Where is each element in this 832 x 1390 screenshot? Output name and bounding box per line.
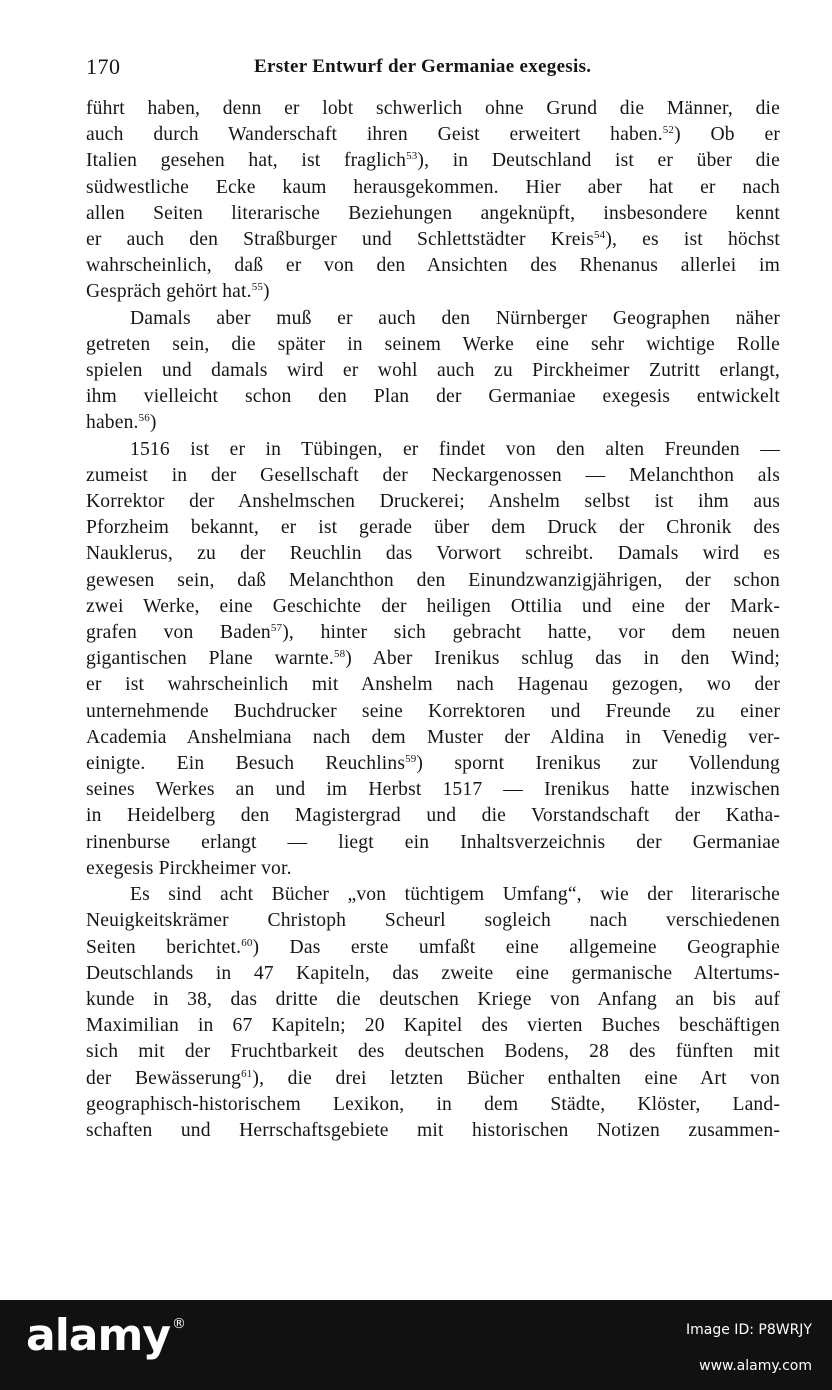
- text-line: Korrektor der Anshelmschen Druckerei; Anshelm selbst ist ihm aus: [86, 491, 780, 513]
- text-line: einigte. Ein Besuch Reuchlins$^{59}$) spornt Irenikus zur Vollendung: [86, 753, 780, 775]
- text-line: zumeist in der Gesellschaft der Neckargenossen — Melanchthon als: [86, 464, 780, 486]
- text-line: er ist wahrscheinlich mit Anshelm nach Hagenau gezogen, wo der: [86, 674, 780, 696]
- text-line: südwestliche Ecke kaum herausgekommen. Hier aber hat er nach: [86, 176, 780, 198]
- text-line: er auch den Straßburger und Schlettstädter Kreis$^{54}$), es ist höchst: [86, 229, 780, 251]
- image-id-label: Image ID: P8WRJY: [686, 1322, 812, 1338]
- text-line: 1516 ist er in Tübingen, er findet von den alten Freunden —: [130, 438, 780, 460]
- watermark-band: [0, 1300, 832, 1390]
- text-line: gigantischen Plane warnte.$^{58}$) Aber Irenikus schlug das in den Wind;: [86, 648, 780, 670]
- text-line: gewesen sein, daß Melanchthon den Einundzwanzigjährigen, der schon: [86, 569, 780, 591]
- text-line: auch durch Wanderschaft ihren Geist erweitert haben.$^{52}$) Ob er: [86, 124, 780, 146]
- body-text: [86, 96, 780, 1144]
- footnote-ref: 57: [270, 622, 283, 635]
- page-number: 170: [86, 54, 121, 79]
- text-line: rinenburse erlangt — liegt ein Inhaltsverzeichnis der Germaniae: [86, 831, 780, 853]
- footnote-ref: 55: [251, 281, 263, 294]
- text-line: exegesis Pirckheimer vor.: [86, 857, 292, 879]
- text-line: grafen von Baden$^{57}$), hinter sich gebracht hatte, vor dem neuen: [86, 622, 780, 644]
- text-line: Pforzheim bekannt, er ist gerade über dem Druck der Chronik des: [86, 517, 780, 539]
- text-line: in Heidelberg den Magistergrad und die Vorstandschaft der Katha-: [86, 805, 780, 827]
- footnote-ref: 59: [405, 753, 417, 766]
- text-line: Seiten berichtet.$^{60}$) Das erste umfaßt eine allgemeine Geographie: [86, 936, 780, 958]
- text-line: zwei Werke, eine Geschichte der heiligen Ottilia und eine der Mark-: [86, 595, 780, 617]
- text-line: spielen und damals wird er wohl auch zu Pirckheimer Zutritt erlangt,: [86, 360, 780, 382]
- text-line: ihm vielleicht schon den Plan der Germaniae exegesis entwickelt: [86, 386, 780, 408]
- text-line: schaften und Herrschaftsgebiete mit historischen Notizen zusammen-: [86, 1119, 780, 1141]
- running-title: Erster Entwurf der Germaniae exegesis.: [254, 56, 592, 77]
- text-line: Academia Anshelmiana nach dem Muster der Aldina in Venedig ver-: [86, 726, 780, 748]
- text-line: Es sind acht Bücher „von tüchtigem Umfang“, wie der literarische: [130, 884, 780, 906]
- alamy-logo: alamy ®: [26, 1310, 185, 1361]
- text-line: Italien gesehen hat, ist fraglich$^{53}$), in Deutschland ist er über die: [86, 150, 780, 172]
- text-line: haben.$^{56}$): [86, 412, 157, 434]
- text-line: sich mit der Fruchtbarkeit des deutschen Bodens, 28 des fünften mit: [86, 1041, 780, 1063]
- text-line: wahrscheinlich, daß er von den Ansichten des Rhenanus allerlei im: [86, 255, 780, 277]
- watermark-url: www.alamy.com: [699, 1358, 812, 1374]
- text-line: unternehmende Buchdrucker seine Korrektoren und Freunde zu einer: [86, 700, 780, 722]
- footnote-ref: 53: [406, 150, 418, 163]
- text-line: kunde in 38, das dritte die deutschen Kriege von Anfang an bis auf: [86, 988, 780, 1010]
- text-line: seines Werkes an und im Herbst 1517 — Irenikus hatte inzwischen: [86, 779, 780, 801]
- page-header: [86, 54, 780, 84]
- footnote-ref: 54: [594, 229, 606, 242]
- footnote-ref: 56: [138, 412, 150, 425]
- footnote-ref: 61: [241, 1067, 253, 1080]
- text-line: Deutschlands in 47 Kapiteln, das zweite eine germanische Altertums-: [86, 962, 780, 984]
- text-line: geographisch-historischem Lexikon, in dem Städte, Klöster, Land-: [86, 1093, 780, 1115]
- text-line: Damals aber muß er auch den Nürnberger Geographen näher: [130, 307, 780, 329]
- text-line: führt haben, denn er lobt schwerlich ohne Grund die Männer, die: [86, 98, 780, 119]
- text-line: Maximilian in 67 Kapiteln; 20 Kapitel des vierten Buches beschäftigen: [86, 1015, 780, 1037]
- text-line: der Bewässerung$^{61}$), die drei letzten Bücher enthalten eine Art von: [86, 1067, 780, 1089]
- text-line: getreten sein, die später in seinem Werke eine sehr wichtige Rolle: [86, 333, 780, 355]
- footnote-ref: 60: [241, 936, 253, 949]
- text-line: Neuigkeitskrämer Christoph Scheurl sogleich nach verschiedenen: [86, 910, 780, 932]
- text-line: Nauklerus, zu der Reuchlin das Vorwort schreibt. Damals wird es: [86, 543, 780, 565]
- footnote-ref: 58: [333, 648, 346, 661]
- footnote-ref: 52: [662, 124, 675, 137]
- text-line: allen Seiten literarische Beziehungen angeknüpft, insbesondere kennt: [86, 202, 780, 224]
- text-line: Gespräch gehört hat.$^{55}$): [86, 281, 270, 303]
